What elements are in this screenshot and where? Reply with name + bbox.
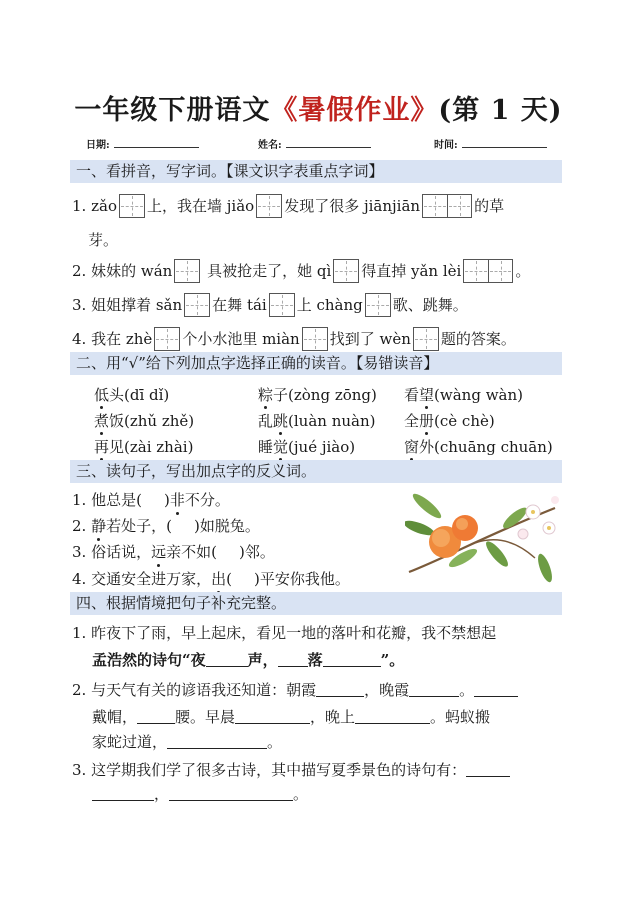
q-text: 个小水池里 miàn (182, 330, 300, 348)
choice-text: (cè chè) (434, 412, 495, 430)
answer-blank[interactable] (92, 787, 154, 801)
pinyin-choice[interactable] (94, 410, 194, 431)
dotted-char: 再 (94, 438, 110, 456)
q-text: 俗话说， (91, 543, 152, 561)
write-box[interactable] (256, 194, 282, 218)
q-number: 3. (72, 543, 87, 561)
q-number: 4. (72, 570, 87, 588)
q-text: 发现了很多 jiānjiān (284, 197, 421, 215)
q-text: 交通安全进万家， (91, 570, 212, 588)
pinyin-choice[interactable] (404, 436, 553, 457)
s1-q4 (72, 327, 516, 351)
s3-q3 (72, 540, 275, 563)
choice-text: (wàng wàn) (434, 386, 523, 404)
q-text: 家蛇过道， (92, 733, 168, 751)
q-text: )如脱兔。 (193, 517, 260, 535)
section2-heading: 二、用“√”给下列加点字选择正确的读音。【易错读音】 (70, 352, 562, 375)
q-number: 2. (72, 517, 87, 535)
choice-text: (jué jiào) (288, 438, 356, 456)
q-text: 上，我在墙 jiǎo (146, 197, 255, 215)
q-text: 我在 zhè (91, 330, 153, 348)
q-text: )邻。 (238, 543, 275, 561)
q-text: 与天气有关的谚语我还知道：朝霞 (91, 681, 317, 699)
dotted-char: 窗 (404, 438, 420, 456)
q-text: ，晚上 (310, 708, 356, 726)
q-text: 歌、跳舞。 (392, 296, 468, 314)
dotted-char: 跳 (273, 412, 289, 430)
section1-heading: 一、看拼音，写字词。【课文识字表重点字词】 (70, 160, 562, 183)
s4-q3-line1 (72, 758, 510, 781)
write-box[interactable] (174, 259, 200, 283)
write-box[interactable] (413, 327, 439, 351)
answer-blank[interactable] (206, 653, 248, 667)
pinyin-choice[interactable] (94, 384, 169, 405)
s3-q1 (72, 488, 230, 511)
dotted-char: 静 (91, 517, 107, 535)
write-box[interactable] (365, 293, 391, 317)
choice-text: 见(zài zhài) (109, 438, 194, 456)
dotted-char: 册 (419, 412, 435, 430)
s3-q4 (72, 567, 350, 590)
s1-q1 (72, 194, 504, 218)
q-text: 这学期我们学了很多古诗，其中描写夏季景色的诗句有： (91, 761, 467, 779)
q-text: 戴帽， (92, 708, 138, 726)
q-number: 2. (72, 681, 87, 699)
section3-heading: 三、读句子，写出加点字的反义词。 (70, 460, 562, 483)
q-number: 3. (72, 761, 87, 779)
dotted-char: 出 (211, 570, 227, 588)
answer-blank[interactable] (235, 710, 310, 724)
pinyin-choice[interactable] (258, 384, 377, 405)
q-text: 昨夜下了雨，早上起床，看见一地的落叶和花瓣，我不禁想起 (91, 624, 497, 642)
q-text: 上 chàng (296, 296, 363, 314)
time-field (434, 136, 547, 151)
s4-q1-line2 (92, 648, 404, 671)
date-line[interactable] (114, 139, 199, 148)
answer-blank[interactable] (167, 735, 267, 749)
q-text: 不分。 (184, 491, 230, 509)
s4-q1-line1 (72, 621, 496, 644)
title-red: 《暑假作业》 (270, 95, 439, 126)
q-text: ( (226, 570, 232, 588)
choice-text: 乱 (258, 412, 274, 430)
pinyin-choice[interactable] (258, 410, 376, 431)
q-text: zǎo (91, 197, 117, 215)
q-text: 。 (293, 785, 309, 803)
answer-blank[interactable] (409, 683, 459, 697)
choice-text: (luàn nuàn) (288, 412, 376, 430)
s1-q3 (72, 293, 468, 317)
date-label: 日期: (86, 140, 110, 151)
q-number: 2. (72, 262, 87, 280)
choice-text: 外(chuāng chuān) (419, 438, 553, 456)
s3-q2 (72, 514, 260, 537)
date-field (86, 136, 199, 151)
name-line[interactable] (286, 139, 371, 148)
dotted-char: 煮 (94, 412, 110, 430)
q-text: )平安你我他。 (253, 570, 350, 588)
q-number: 4. (72, 330, 87, 348)
name-field (258, 136, 371, 151)
answer-blank[interactable] (466, 763, 510, 777)
peach-branch-illustration (405, 488, 563, 590)
s1-q2 (72, 259, 530, 283)
q-number: 1. (72, 491, 87, 509)
pinyin-choice[interactable] (258, 436, 355, 457)
q-text: 落 (307, 651, 323, 669)
write-box[interactable] (302, 327, 328, 351)
answer-blank[interactable] (316, 683, 364, 697)
s4-q2-line1 (72, 678, 518, 701)
s4-q2-line3 (92, 730, 282, 753)
q-text: 在舞 tái (212, 296, 267, 314)
answer-blank[interactable] (355, 710, 430, 724)
choice-text: 睡 (258, 438, 274, 456)
answer-blank[interactable] (278, 653, 308, 667)
q-text: 具被抢走了，她 qì (202, 262, 332, 280)
q-text: 姐姐撑着 sǎn (91, 296, 183, 314)
choice-text: 头(dī dǐ) (109, 386, 170, 404)
s4-q3-line2 (92, 782, 308, 805)
pinyin-choice[interactable] (404, 384, 523, 405)
write-box[interactable] (269, 293, 295, 317)
q-text: 。 (267, 733, 283, 751)
time-label: 时间: (434, 140, 458, 151)
q-number: 3. (72, 296, 87, 314)
q-text: ) (163, 491, 170, 509)
q-number: 1. (72, 624, 87, 642)
choice-text: 全 (404, 412, 420, 430)
pinyin-choice[interactable] (94, 436, 193, 457)
q-text: ，晚霞 (364, 681, 410, 699)
q-text: 若处子，( (106, 517, 172, 535)
choice-text: 子(zòng zōng) (273, 386, 377, 404)
pinyin-choice[interactable] (404, 410, 495, 431)
s4-q2-line2 (92, 705, 490, 728)
dotted-char: 远 (151, 543, 167, 561)
write-box[interactable] (184, 293, 210, 317)
write-box[interactable] (119, 194, 145, 218)
s1-q1-cont: 芽。 (88, 231, 119, 249)
answer-blank[interactable] (169, 787, 293, 801)
q-text: 。蚂蚁搬 (430, 708, 491, 726)
choice-text: 饭(zhǔ zhě) (109, 412, 195, 430)
q-text: 妹妹的 wán (91, 262, 173, 280)
q-text: 。 (459, 681, 475, 699)
q-text: 腰。早晨 (175, 708, 236, 726)
title-prefix: 一年级下册语文 (74, 95, 271, 126)
write-box[interactable] (463, 259, 513, 283)
q-text: 。 (515, 262, 531, 280)
q-text: 题的答案。 (440, 330, 516, 348)
q-text: 亲不如( (166, 543, 217, 561)
section4-heading: 四、根据情境把句子补充完整。 (70, 592, 562, 615)
dotted-char: 觉 (273, 438, 289, 456)
name-label: 姓名: (258, 140, 282, 151)
q-text: ”。 (380, 651, 405, 669)
q-number: 1. (72, 197, 87, 215)
q-text: ， (154, 785, 170, 803)
q-text: 找到了 wèn (329, 330, 411, 348)
answer-blank[interactable] (474, 683, 518, 697)
q-text: 他总是( (91, 491, 142, 509)
q-text: 孟浩然的诗句“夜 (92, 651, 206, 669)
write-box[interactable] (154, 327, 180, 351)
answer-blank[interactable] (323, 653, 381, 667)
write-box[interactable] (422, 194, 472, 218)
time-line[interactable] (462, 139, 547, 148)
q-text: 声， (247, 651, 278, 669)
dotted-char: 非 (169, 491, 185, 509)
q-text: 得直掉 yǎn lèi (361, 262, 462, 280)
page-title (0, 88, 637, 127)
title-suffix: (第 1 天) (438, 95, 563, 126)
dotted-char: 低 (94, 386, 110, 404)
write-box[interactable] (333, 259, 359, 283)
q-text: 的草 (474, 197, 505, 215)
choice-text: 看 (404, 386, 420, 404)
answer-blank[interactable] (137, 710, 175, 724)
dotted-char: 粽 (258, 386, 274, 404)
dotted-char: 望 (419, 386, 435, 404)
